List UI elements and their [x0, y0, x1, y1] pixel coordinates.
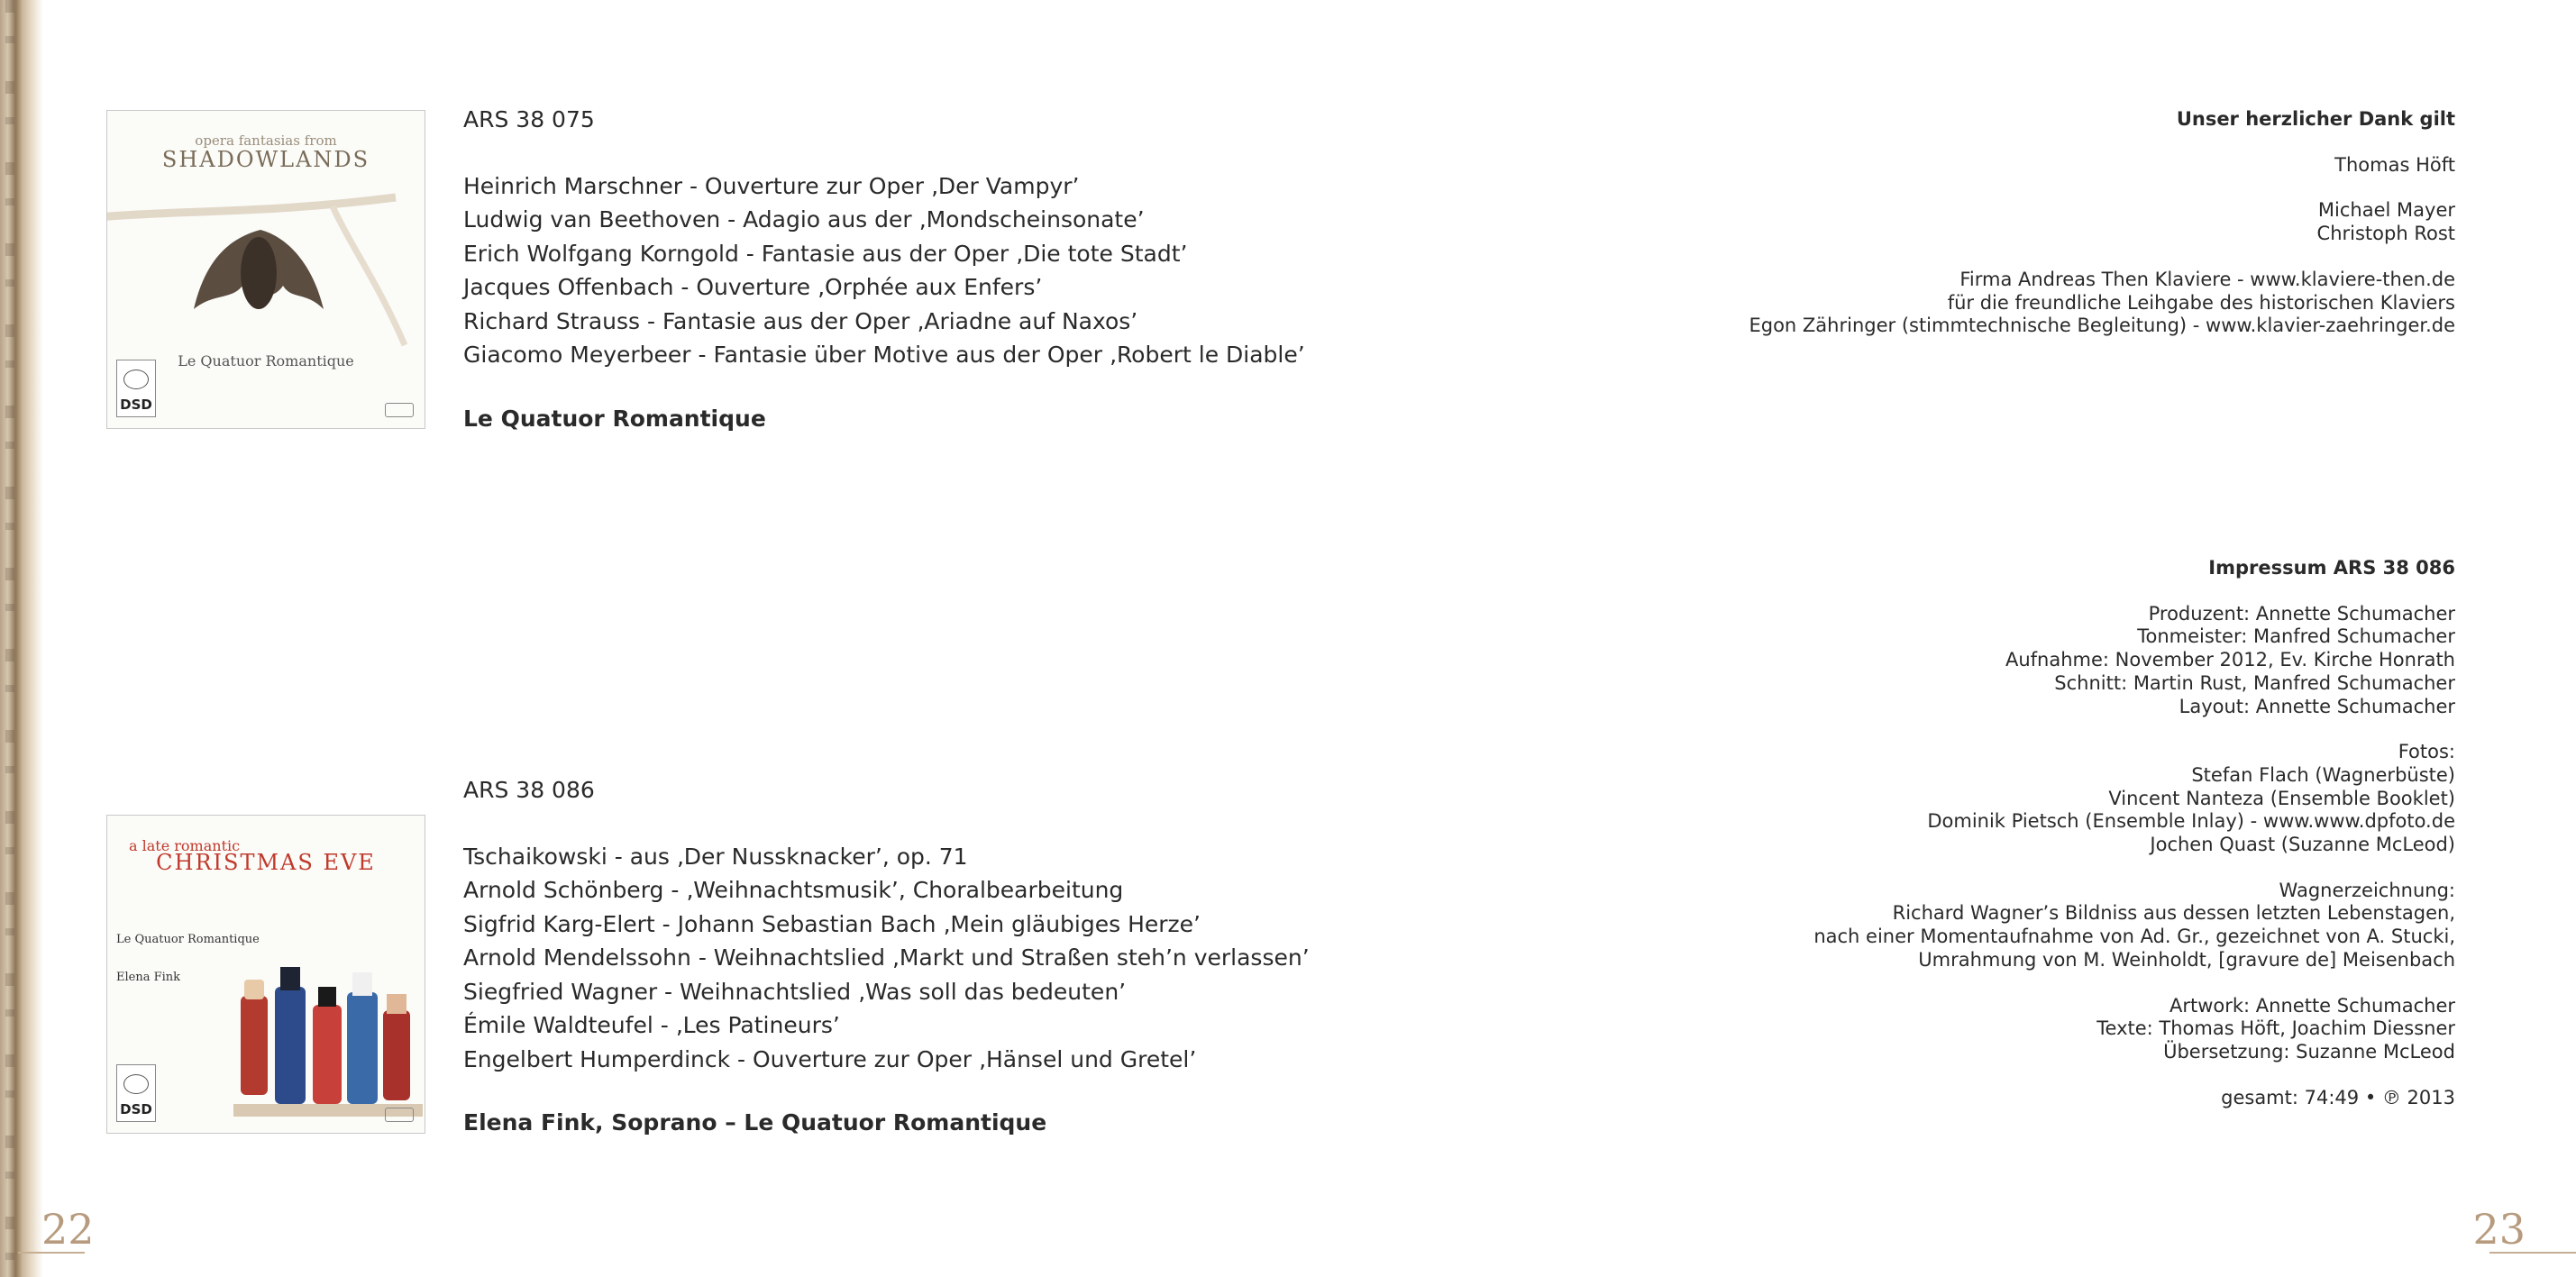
- track-item: Arnold Mendelssohn - Weihnachtslied ‚Markt und Straßen steh’n verlassen’: [463, 944, 1310, 971]
- ars-dsd-logo: DSD: [116, 360, 156, 417]
- cover-title: SHADOWLANDS: [161, 147, 370, 172]
- track-item: Arnold Schönberg - ‚Weihnachtsmusik’, Choralbearbeitung: [463, 877, 1124, 903]
- impressum-line: Tonmeister: Manfred Schumacher: [2137, 625, 2455, 648]
- track-item: Richard Strauss - Fantasie aus der Oper ‚Ariadne auf Naxos’: [463, 307, 1138, 334]
- thanks-section: [1749, 108, 2455, 338]
- impressum-heading: Impressum ARS 38 086: [2208, 557, 2455, 579]
- catalog-number: ARS 38 075: [463, 106, 595, 132]
- impressum-line: Jochen Quast (Suzanne McLeod): [2150, 834, 2455, 856]
- album-cover-shadowlands: [106, 110, 425, 429]
- impressum-line: nach einer Momentaufnahme von Ad. Gr., gezeichnet von A. Stucki,: [1813, 926, 2455, 948]
- page-number-left: 22: [41, 1205, 95, 1254]
- album-block-ars-38-075: [463, 103, 1305, 435]
- ars-dsd-logo: DSD: [116, 1064, 156, 1122]
- impressum-line: Artwork: Annette Schumacher: [2170, 994, 2455, 1017]
- thanks-line: Firma Andreas Then Klaviere - www.klaviere-then.de: [1959, 268, 2455, 290]
- thanks-line: Egon Zähringer (stimmtechnische Begleitung) - www.klavier-zaehringer.de: [1749, 315, 2455, 337]
- nutcracker-figures: [233, 960, 423, 1131]
- track-item: Giacomo Meyerbeer - Fantasie über Motive aus der Oper ‚Robert le Diable’: [463, 342, 1305, 368]
- impressum-line: Übersetzung: Suzanne McLeod: [2163, 1040, 2455, 1063]
- thanks-line: Christoph Rost: [2316, 223, 2455, 245]
- thanks-line: für die freundliche Leihgabe des historischen Klaviers: [1947, 291, 2455, 314]
- impressum-line: Richard Wagner’s Bildniss aus dessen letzten Lebenstagen,: [1892, 902, 2455, 925]
- impressum-line: Aufnahme: November 2012, Ev. Kirche Honrath: [2005, 649, 2455, 671]
- impressum-line: Umrahmung von M. Weinholdt, [gravure de] Meisenbach: [1918, 948, 2455, 971]
- track-item: Sigfrid Karg-Elert - Johann Sebastian Bach ‚Mein gläubiges Herze’: [463, 910, 1201, 937]
- impressum-line: Fotos:: [2398, 741, 2455, 763]
- book-spine: [0, 0, 43, 1277]
- track-item: Jacques Offenbach - Ouverture ‚Orphée aux Enfers’: [463, 274, 1043, 300]
- track-item: Tschaikowski - aus ‚Der Nussknacker’, op. 71: [463, 843, 968, 870]
- cover-ensemble: Le Quatuor Romantique: [116, 933, 260, 946]
- track-list: [463, 169, 1305, 372]
- impressum-line: gesamt: 74:49 • ℗ 2013: [2221, 1086, 2455, 1108]
- impressum-line: Produzent: Annette Schumacher: [2148, 602, 2455, 625]
- track-item: Engelbert Humperdinck - Ouverture zur Oper ‚Hänsel und Gretel’: [463, 1045, 1197, 1072]
- impressum-line: Vincent Nanteza (Ensemble Booklet): [2108, 787, 2455, 809]
- impressum-line: Dominik Pietsch (Ensemble Inlay) - www.www.dpfoto.de: [1927, 810, 2455, 833]
- bat-illustration: [107, 174, 425, 354]
- page-number-right: 23: [2472, 1205, 2526, 1254]
- artist-line: Le Quatuor Romantique: [463, 405, 766, 432]
- artist-line: Elena Fink, Soprano – Le Quatuor Romantique: [463, 1109, 1047, 1136]
- thanks-heading: Unser herzlicher Dank gilt: [2176, 108, 2455, 130]
- track-list: [463, 840, 1310, 1077]
- impressum-line: Stefan Flach (Wagnerbüste): [2191, 763, 2455, 786]
- track-item: Siegfried Wagner - Weihnachtslied ‚Was soll das bedeuten’: [463, 978, 1127, 1005]
- album-block-ars-38-086: [463, 773, 1310, 1140]
- impressum-line: Schnitt: Martin Rust, Manfred Schumacher: [2054, 671, 2455, 694]
- thanks-line: Michael Mayer: [2317, 199, 2455, 222]
- catalog-number: ARS 38 086: [463, 777, 595, 803]
- track-item: Erich Wolfgang Korngold - Fantasie aus der Oper ‚Die tote Stadt’: [463, 240, 1188, 267]
- cover-soloist: Elena Fink: [116, 971, 181, 984]
- impressum-line: Layout: Annette Schumacher: [2179, 695, 2455, 717]
- sacd-logo: [385, 403, 414, 417]
- thanks-line: Thomas Höft: [2334, 153, 2455, 176]
- cover-title: CHRISTMAS EVE: [156, 850, 376, 875]
- impressum-line: Wagnerzeichnung:: [2279, 879, 2455, 901]
- impressum-line: Texte: Thomas Höft, Joachim Diessner: [2096, 1017, 2455, 1040]
- cover-pretitle: a late romantic: [129, 837, 241, 854]
- track-item: Ludwig van Beethoven - Adagio aus der ‚Mondscheinsonate’: [463, 206, 1145, 233]
- cover-ensemble: Le Quatuor Romantique: [178, 352, 354, 369]
- sacd-logo: [385, 1108, 414, 1122]
- track-item: Émile Waldteufel - ‚Les Patineurs’: [463, 1012, 840, 1038]
- impressum-section: [1813, 557, 2455, 1109]
- track-item: Heinrich Marschner - Ouverture zur Oper ‚Der Vampyr’: [463, 172, 1080, 199]
- album-cover-christmas-eve: [106, 815, 425, 1134]
- cover-pretitle: opera fantasias from: [195, 132, 337, 149]
